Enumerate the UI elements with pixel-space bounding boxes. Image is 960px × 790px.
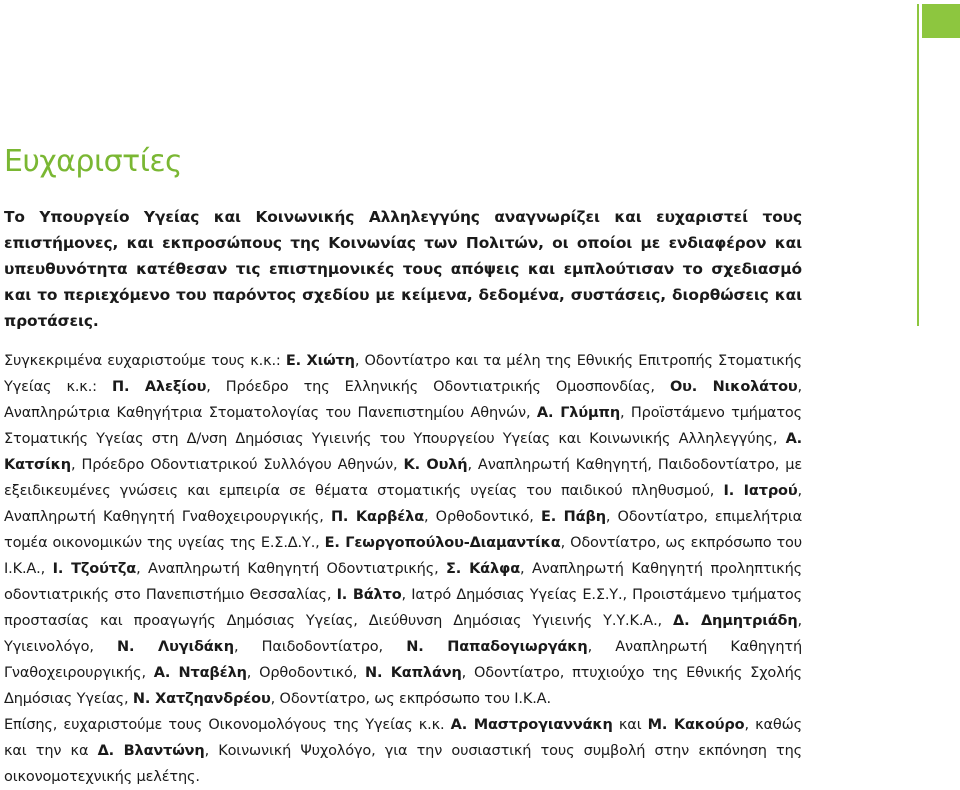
person-name: Α. Νταβέλη [153, 665, 247, 681]
intro-paragraph: Το Υπουργείο Υγείας και Κοινωνικής Αλληλεγγύης αναγνωρίζει και ευχαριστεί τους επιστήμονες, και εκπροσώπους της Κοινωνίας των Πολιτών, οι οποίοι με ενδιαφέρον και υπευθυνότητα κατέθεσαν τις επιστημονικές τους απόψεις και εμπλούτισαν το σχεδιασμό και το περιεχόμενο του παρόντος σχεδίου με κείμενα, δεδομένα, συστάσεις, διορθώσεις και προτάσεις. [4, 208, 802, 330]
text-run: , Προϊστάμενο τμήματος Στοματικής Υγείας στη Δ/νση Δημόσιας Υγιεινής του Υπουργείου Υγείας και Κοινωνικής Αλληλεγγύης, [4, 405, 802, 447]
person-name: Ν. Καπλάνη [365, 665, 462, 681]
text-run: , Παιδοδοντίατρο, [233, 639, 407, 655]
person-name: Π. Καρβέλα [330, 509, 425, 525]
person-name: Μ. Κακούρο [647, 717, 745, 733]
acknowledgements-paragraph-2 [4, 712, 802, 790]
person-name: Δ. Δημητριάδη [673, 613, 798, 629]
text-run: , Κοινωνική Ψυχολόγο, για την ουσιαστική τους συμβολή στην εκπόνηση της οικονομοτεχνικής μελέτης. [4, 743, 802, 785]
person-name: Ι. Τζούτζα [52, 561, 137, 577]
document-body [4, 140, 802, 790]
person-name: Ε. Γεωργοπούλου-Διαμαντίκα [324, 535, 561, 551]
text-run: , Αναπληρωτή Καθηγητή προληπτικής οδοντιατρικής στο Πανεπιστήμιο Θεσσαλίας, [4, 561, 802, 603]
person-name: Ε. Πάβη [540, 509, 606, 525]
page-title: Ευχαριστίες [4, 144, 183, 179]
text-run: , Ιατρό Δημόσιας Υγείας Ε.Σ.Υ., Προιστάμενο τμήματος προστασίας και προαγωγής Δημόσιας Υγείας, Διεύθυνση Δημόσιας Υγιεινής Υ.Υ.Κ.Α., [4, 587, 802, 629]
person-name: Ν. Χατζηανδρέου [132, 691, 271, 707]
text-run: Επίσης, ευχαριστούμε τους Οικονομολόγους της Υγείας κ.κ. [4, 717, 451, 733]
text-run: , Αναπληρώτρια Καθηγήτρια Στοματολογίας του Πανεπιστημίου Αθηνών, [4, 379, 802, 421]
text-run: , Ορθοδοντικό, [246, 665, 366, 681]
text-run: , Οδοντίατρο και τα μέλη της Εθνικής Επιτροπής Στοματικής Υγείας κ.κ.: [4, 353, 802, 395]
text-run: , Οδοντίατρο, ως εκπρόσωπο του Ι.Κ.Α., [4, 535, 802, 577]
text-run: , Πρόεδρο Οδοντιατρικού Συλλόγου Αθηνών, [70, 457, 404, 473]
person-name: Π. Αλεξίου [111, 379, 207, 395]
text-run: Συγκεκριμένα ευχαριστούμε τους κ.κ.: [4, 353, 286, 369]
text-run: , Αναπληρωτή Καθηγητή, Παιδοδοντίατρο, με εξειδικευμένες γνώσεις και εμπειρία σε θέματα στοματικής υγείας του παιδικού πληθυσμού, [4, 457, 803, 499]
text-run: , Αναπληρωτή Καθηγητή Γναθοχειρουργικής, [4, 483, 802, 525]
person-name: Κ. Ουλή [403, 457, 468, 473]
text-run: , Αναπληρωτή Καθηγητή Γναθοχειρουργικής, [4, 639, 802, 681]
text-run: , Πρόεδρο της Ελληνικής Οδοντιατρικής Ομοσπονδίας, [206, 379, 670, 395]
text-run: , Οδοντίατρο, ως εκπρόσωπο του Ι.Κ.Α. [270, 691, 551, 707]
text-run: , Αναπληρωτή Καθηγητή Οδοντιατρικής, [136, 561, 447, 577]
person-name: Ε. Χιώτη [285, 353, 355, 369]
person-name: Ι. Ιατρού [723, 483, 798, 499]
text-run: , καθώς και την κα [4, 717, 802, 759]
person-name: Ου. Νικολάτου [669, 379, 798, 395]
person-name: Α. Μαστρογιαννάκη [450, 717, 613, 733]
decorative-vertical-line [917, 4, 919, 326]
text-run: , Υγιεινολόγο, [4, 613, 802, 655]
person-name: Σ. Κάλφα [446, 561, 521, 577]
person-name: Ν. Λυγιδάκη [117, 639, 234, 655]
text-run: , Οδοντίατρο, πτυχιούχο της Εθνικής Σχολής Δημόσιας Υγείας, [4, 665, 802, 707]
person-name: Ι. Βάλτο [336, 587, 402, 603]
person-name: Α. Γλύμπη [536, 405, 620, 421]
text-run: , Οδοντίατρο, επιμελήτρια τομέα οικονομικών της υγείας της Ε.Σ.Δ.Υ., [4, 509, 802, 551]
acknowledgements-paragraph-1 [4, 348, 802, 712]
person-name: Α. Κατσίκη [4, 431, 802, 473]
text-run: , Ορθοδοντικό, [424, 509, 541, 525]
decorative-corner-square [922, 4, 960, 38]
person-name: Ν. Παπαδογιωργάκη [406, 639, 588, 655]
text-run: και [612, 717, 648, 733]
person-name: Δ. Βλαντώνη [97, 743, 205, 759]
